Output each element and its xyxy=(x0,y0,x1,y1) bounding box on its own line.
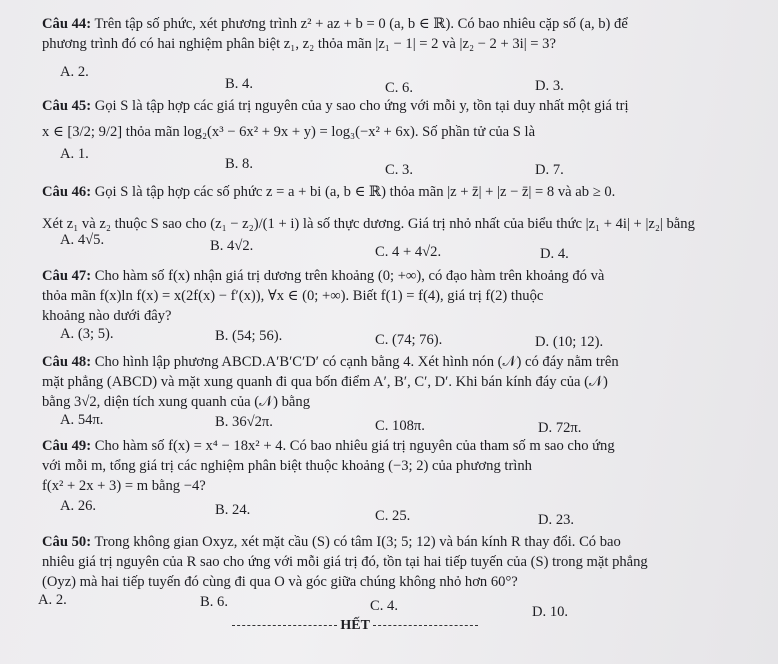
option-b: B. 24. xyxy=(215,502,251,518)
option-a: A. 2. xyxy=(38,592,67,608)
question-number: Câu 47: xyxy=(42,268,92,284)
option-d: D. 7. xyxy=(535,162,564,178)
option-b: B. 6. xyxy=(200,594,228,610)
option-a: A. 1. xyxy=(60,146,89,162)
options-50 xyxy=(38,592,760,620)
options-49 xyxy=(60,498,760,528)
question-46 xyxy=(42,182,757,234)
question-text: (Oyz) mà hai tiếp tuyến đó cùng đi qua O và góc giữa chúng không nhỏ hơn 60°? xyxy=(42,574,518,590)
question-50 xyxy=(42,532,757,592)
option-a: A. (3; 5). xyxy=(60,326,114,342)
end-label: HẾT xyxy=(340,618,370,633)
question-45 xyxy=(42,96,757,142)
question-44 xyxy=(42,14,757,54)
question-number: Câu 46: xyxy=(42,184,92,200)
question-text: Trên tập số phức, xét phương trình z² + az + b = 0 (a, b ∈ ℝ). Có bao nhiêu cặp số (a, b) để xyxy=(94,16,628,32)
question-text: phương trình đó có hai nghiệm phân biệt z₁, z₂ thỏa mãn |z₁ − 1| = 2 và |z₂ − 2 + 3i| = 3? xyxy=(42,36,556,52)
question-text: thỏa mãn f(x)ln f(x) = x(2f(x) − f′(x)), ∀x ∈ (0; +∞). Biết f(1) = f(4), giá trị f(2) thuộc xyxy=(42,288,544,304)
option-c: C. 108π. xyxy=(375,418,425,434)
question-text: Trong không gian Oxyz, xét mặt cầu (S) có tâm I(3; 5; 12) và bán kính R thay đổi. Có bao xyxy=(94,534,621,550)
option-d: D. 72π. xyxy=(538,420,582,436)
question-text: bằng 3√2, diện tích xung quanh của (𝒩) bằng xyxy=(42,394,310,410)
options-47 xyxy=(60,326,760,350)
option-c: C. (74; 76). xyxy=(375,332,443,348)
divider xyxy=(232,625,337,626)
question-text: khoảng nào dưới đây? xyxy=(42,308,172,324)
options-44 xyxy=(60,64,760,96)
option-d: D. 10. xyxy=(532,604,569,620)
option-a: A. 54π. xyxy=(60,412,104,428)
question-48 xyxy=(42,352,757,412)
question-text: Cho hàm số f(x) = x⁴ − 18x² + 4. Có bao nhiêu giá trị nguyên của tham số m sao cho ứng xyxy=(94,438,615,454)
end-marker xyxy=(210,618,500,634)
question-text: Gọi S là tập hợp các giá trị nguyên của y sao cho ứng với mỗi y, tồn tại duy nhất một giá trị xyxy=(94,98,629,114)
question-number: Câu 49: xyxy=(42,438,92,454)
option-d: D. 23. xyxy=(538,512,575,528)
question-text: Cho hàm số f(x) nhận giá trị dương trên khoảng (0; +∞), có đạo hàm trên khoảng đó và xyxy=(94,268,605,284)
option-d: D. (10; 12). xyxy=(535,334,604,350)
option-c: C. 4. xyxy=(370,598,398,614)
option-d: D. 4. xyxy=(540,246,569,262)
option-b: B. 36√2π. xyxy=(215,414,273,430)
option-b: B. 4. xyxy=(225,76,253,92)
options-45 xyxy=(60,146,760,178)
question-47 xyxy=(42,266,757,326)
options-46 xyxy=(60,232,760,262)
option-a: A. 2. xyxy=(60,64,89,80)
option-a: A. 4√5. xyxy=(60,232,105,248)
question-text: Gọi S là tập hợp các số phức z = a + bi (a, b ∈ ℝ) thỏa mãn |z + z̄| + |z − z̄| = 8 và ab ≥ 0. xyxy=(94,184,616,200)
question-text: f(x² + 2x + 3) = m bằng −4? xyxy=(42,478,206,494)
option-b: B. 4√2. xyxy=(210,238,254,254)
question-text: nhiêu giá trị nguyên của R sao cho ứng với mỗi giá trị đó, tồn tại hai tiếp tuyến của (S) trong mặt phẳng xyxy=(42,554,648,570)
option-c: C. 6. xyxy=(385,80,413,96)
question-text: mặt phẳng (ABCD) và mặt xung quanh đi qua bốn điểm A′, B′, C′, D′. Khi bán kính đáy của (𝒩) xyxy=(42,374,608,390)
question-text: Xét z₁ và z₂ thuộc S sao cho (z₁ − z₂)/(1 + i) là số thực dương. Giá trị nhỏ nhất của biểu thức |z₁ + 4i| + |z₂| bằng xyxy=(42,216,695,232)
options-48 xyxy=(60,412,760,436)
question-number: Câu 45: xyxy=(42,98,92,114)
question-number: Câu 44: xyxy=(42,16,92,32)
divider xyxy=(373,625,478,626)
option-a: A. 26. xyxy=(60,498,97,514)
question-number: Câu 48: xyxy=(42,354,92,370)
question-number: Câu 50: xyxy=(42,534,92,550)
option-c: C. 25. xyxy=(375,508,411,524)
option-b: B. 8. xyxy=(225,156,253,172)
option-b: B. (54; 56). xyxy=(215,328,283,344)
question-text: x ∈ [3/2; 9/2] thỏa mãn log₂(x³ − 6x² + 9x + y) = log₃(−x² + 6x). Số phần tử của S là xyxy=(42,124,536,140)
question-text: Cho hình lập phương ABCD.A′B′C′D′ có cạnh bằng 4. Xét hình nón (𝒩) có đáy nằm trên xyxy=(94,354,619,370)
option-c: C. 3. xyxy=(385,162,413,178)
question-text: với mỗi m, tổng giá trị các nghiệm phân biệt thuộc khoảng (−3; 2) của phương trình xyxy=(42,458,532,474)
question-49 xyxy=(42,436,757,496)
option-d: D. 3. xyxy=(535,78,564,94)
option-c: C. 4 + 4√2. xyxy=(375,244,442,260)
